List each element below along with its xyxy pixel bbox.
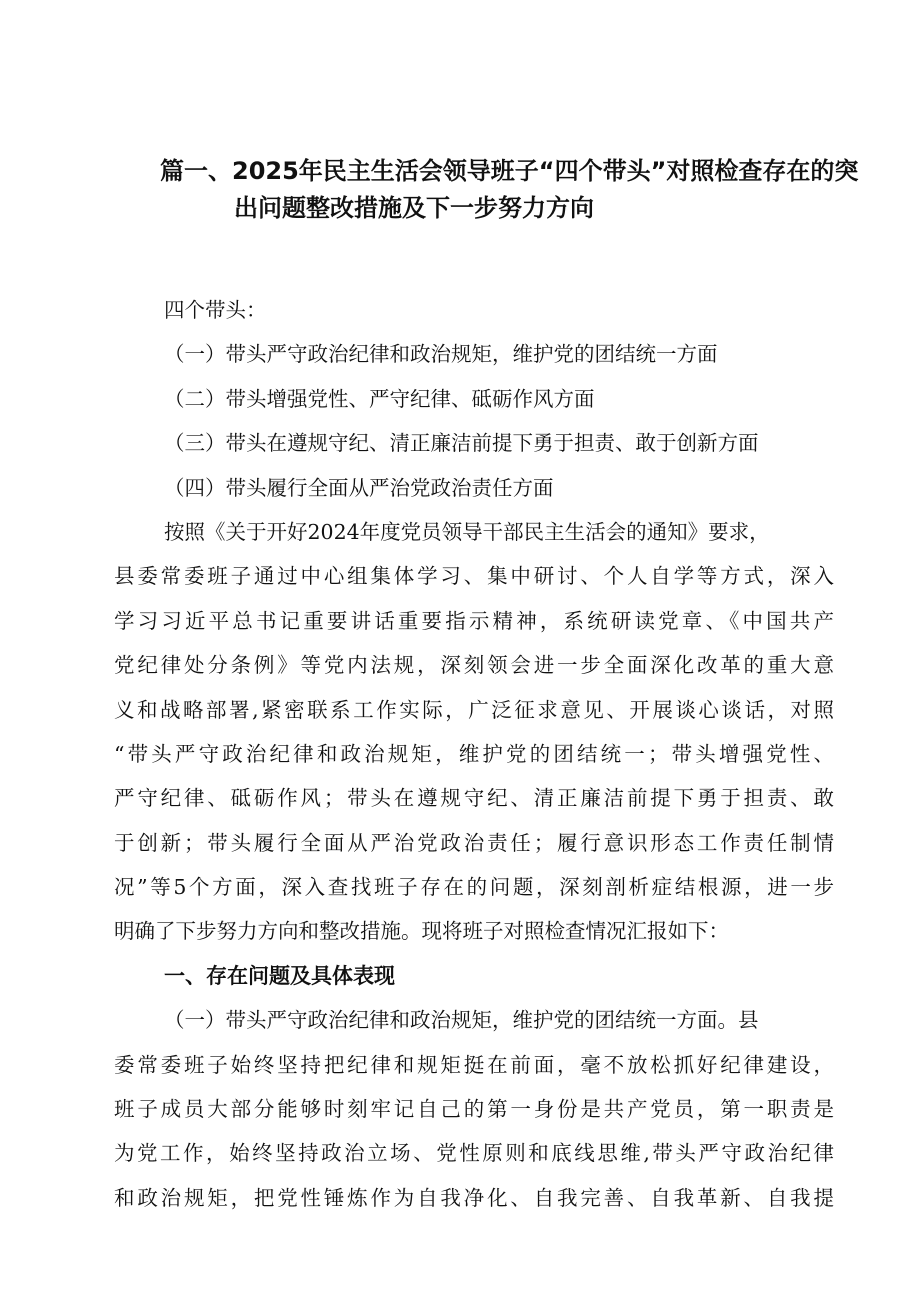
- intro-line: 党纪律处分条例》等党内法规，深刻领会进一步全面深化改革的重大意: [114, 653, 834, 678]
- document-body: [114, 288, 834, 1220]
- title-line-2: 出问题整改措施及下一步努力方向: [234, 194, 594, 222]
- intro-line: 义和战略部署,紧密联系工作实际，广泛征求意见、开展谈心谈话，对照: [114, 697, 834, 722]
- intro-line: 按照《关于开好2024年度党员领导干部民主生活会的通知》要求，: [164, 519, 770, 544]
- four-leads-item-1: （一）带头严守政治纪律和政治规矩，维护党的团结统一方面: [164, 342, 718, 367]
- intro-line: 明确了下步努力方向和整改措施。现将班子对照检查情况汇报如下：: [114, 919, 729, 944]
- four-leads-label: 四个带头：: [164, 298, 267, 322]
- intro-line: 严守纪律、砥砺作风；带头在遵规守纪、清正廉洁前提下勇于担责、敢: [114, 786, 834, 811]
- four-leads-item-2: （二）带头增强党性、严守纪律、砥砺作风方面: [164, 386, 595, 411]
- intro-line: 况”等5个方面，深入查找班子存在的问题，深刻剖析症结根源，进一步: [114, 875, 834, 900]
- document-title: [160, 153, 859, 227]
- intro-line: 学习习近平总书记重要讲话重要指示精神，系统研读党章、《中国共产: [114, 608, 834, 633]
- four-leads-item-4: （四）带头履行全面从严治党政治责任方面: [164, 475, 554, 500]
- section-line: 为党工作，始终坚持政治立场、党性原则和底线思维,带头严守政治纪律: [114, 1141, 834, 1166]
- title-line-1: 篇一、2025年民主生活会领导班子“四个带头”对照检查存在的突: [160, 157, 859, 185]
- intro-line: 于创新；带头履行全面从严治党政治责任；履行意识形态工作责任制情: [114, 830, 834, 855]
- section-line: 班子成员大部分能够时刻牢记自己的第一身份是共产党员，第一职责是: [114, 1097, 834, 1122]
- section-line: 委常委班子始终坚持把纪律和规矩挺在前面，毫不放松抓好纪律建设，: [114, 1052, 834, 1077]
- section-line: 和政治规矩，把党性锤炼作为自我净化、自我完善、自我革新、自我提: [114, 1185, 834, 1210]
- section-heading: 一、存在问题及具体表现: [164, 963, 395, 988]
- section-line: （一）带头严守政治纪律和政治规矩，维护党的团结统一方面。县: [164, 1008, 759, 1033]
- intro-line: “带头严守政治纪律和政治规矩，维护党的团结统一；带头增强党性、: [114, 741, 834, 766]
- intro-line: 县委常委班子通过中心组集体学习、集中研讨、个人自学等方式，深入: [114, 564, 834, 589]
- four-leads-item-3: （三）带头在遵规守纪、清正廉洁前提下勇于担责、敢于创新方面: [164, 431, 759, 456]
